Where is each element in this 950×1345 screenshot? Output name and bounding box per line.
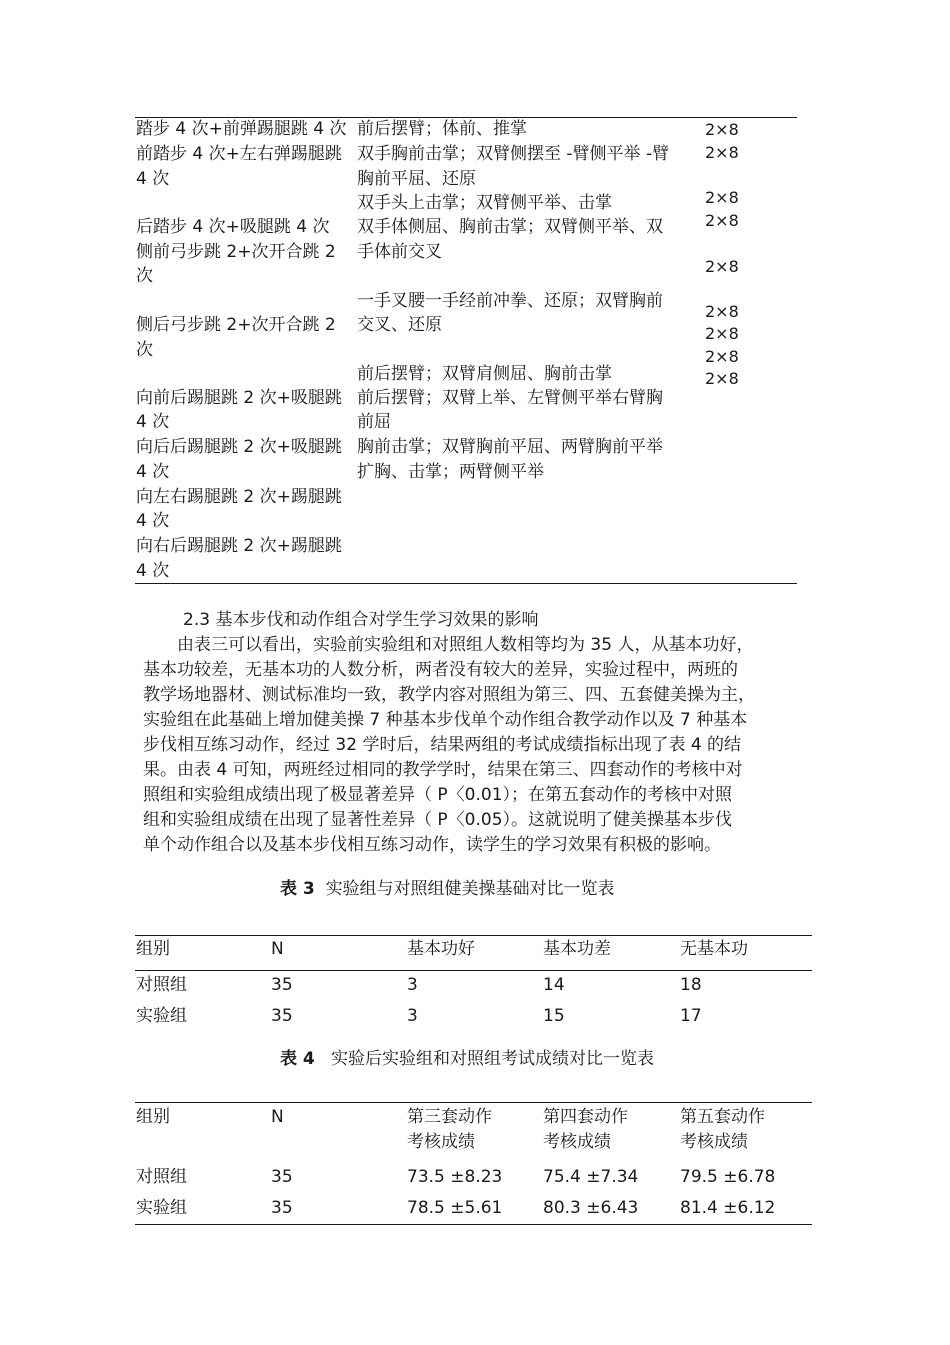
arm-cell: 前屈 — [357, 412, 391, 432]
beats-cell: 2×8 — [705, 302, 739, 321]
arm-cell: 胸前击掌；双臂胸前平屈、两臂胸前平举 — [357, 437, 663, 457]
action-cell: 踏步 4 次+前弹踢腿跳 4 次 — [136, 119, 347, 139]
action-cell: 4 次 — [136, 169, 170, 189]
paragraph-line: 组和实验组成绩在出现了显著性差异（ P〈0.05）。这就说明了健美操基本步伐 — [143, 810, 733, 830]
table4-caption — [280, 1047, 654, 1071]
arm-cell: 前后摆臂；双臂肩侧屈、胸前击掌 — [357, 364, 612, 384]
section-heading: 2.3 基本步伐和动作组合对学生学习效果的影响 — [183, 610, 539, 630]
arm-cell: 手体前交叉 — [357, 242, 442, 262]
table4-header-line2: 考核成绩 — [407, 1132, 475, 1152]
table3-header-rule — [135, 970, 812, 971]
table4-header: 第三套动作 — [407, 1107, 492, 1127]
table4-header: 第四套动作 — [543, 1107, 628, 1127]
action-cell: 侧前弓步跳 2+次开合跳 2 — [136, 242, 336, 262]
top-table-bottom-rule — [135, 583, 797, 584]
action-cell: 4 次 — [136, 561, 170, 581]
table4-cell: 35 — [271, 1198, 293, 1218]
table3-header: 无基本功 — [680, 939, 748, 959]
paragraph-line: 果。由表 4 可知，两班经过相同的教学学时，结果在第三、四套动作的考核中对 — [143, 760, 743, 780]
beats-cell: 2×8 — [705, 188, 739, 207]
arm-cell: 扩胸、击掌；两臂侧平举 — [357, 462, 544, 482]
table4-caption-text: 实验后实验组和对照组考试成绩对比一览表 — [330, 1049, 654, 1069]
section-paragraph — [143, 633, 808, 858]
table3-cell: 14 — [543, 975, 565, 995]
table4-header: N — [271, 1107, 284, 1127]
beats-cell: 2×8 — [705, 257, 739, 276]
table3-top-rule — [135, 935, 812, 936]
arm-cell: 双手胸前击掌；双臂侧摆至 -臂侧平举 -臂 — [357, 144, 670, 164]
table3-cell: 15 — [543, 1006, 565, 1026]
table4-cell: 73.5 ±8.23 — [407, 1167, 503, 1187]
table4-cell: 79.5 ±6.78 — [680, 1167, 776, 1187]
beats-cell: 2×8 — [705, 211, 739, 230]
table4-cell: 35 — [271, 1167, 293, 1187]
table4-bottom-rule — [135, 1224, 812, 1225]
arm-cell: 前后摆臂；体前、推掌 — [357, 119, 527, 139]
table3-cell: 3 — [407, 975, 418, 995]
table4-caption-number: 表 4 — [280, 1049, 315, 1069]
table4-top-rule — [135, 1102, 812, 1103]
table3-header: N — [271, 939, 284, 959]
paragraph-line: 由表三可以看出，实验前实验组和对照组人数相等均为 35 人，从基本功好， — [177, 635, 754, 655]
table4-cell: 80.3 ±6.43 — [543, 1198, 639, 1218]
action-cell: 向左右踢腿跳 2 次+踢腿跳 — [136, 487, 342, 507]
beats-cell: 2×8 — [705, 369, 739, 388]
arm-cell: 双手体侧屈、胸前击掌；双臂侧平举、双 — [357, 217, 663, 237]
table3-cell: 35 — [271, 975, 293, 995]
action-cell: 向后后踢腿跳 2 次+吸腿跳 — [136, 437, 342, 457]
table3-header: 基本功差 — [543, 939, 611, 959]
table3-header: 组别 — [136, 939, 170, 959]
paragraph-line: 实验组在此基础上增加健美操 7 种基本步伐单个动作组合教学动作以及 7 种基本 — [143, 710, 748, 730]
action-cell: 次 — [136, 266, 153, 286]
table3-caption — [280, 877, 615, 901]
table3-caption-text: 实验组与对照组健美操基础对比一览表 — [325, 879, 615, 899]
beats-cell: 2×8 — [705, 143, 739, 162]
table4-cell: 78.5 ±5.61 — [407, 1198, 503, 1218]
arm-cell: 前后摆臂；双臂上举、左臂侧平举右臂胸 — [357, 388, 663, 408]
action-cell: 4 次 — [136, 462, 170, 482]
table4-header: 组别 — [136, 1107, 170, 1127]
table3-cell: 对照组 — [136, 975, 187, 995]
arm-cell: 一手叉腰一手经前冲拳、还原；双臂胸前 — [357, 291, 663, 311]
table3-cell: 35 — [271, 1006, 293, 1026]
action-cell: 后踏步 4 次+吸腿跳 4 次 — [136, 217, 330, 237]
action-cell: 向前后踢腿跳 2 次+吸腿跳 — [136, 388, 342, 408]
table3-caption-number: 表 3 — [280, 879, 315, 899]
arm-cell: 双手头上击掌；双臂侧平举、击掌 — [357, 193, 612, 213]
beats-cell: 2×8 — [705, 347, 739, 366]
action-cell: 4 次 — [136, 511, 170, 531]
paragraph-line: 步伐相互练习动作，经过 32 学时后，结果两组的考试成绩指标出现了表 4 的结 — [143, 735, 742, 755]
table3-cell: 3 — [407, 1006, 418, 1026]
action-cell: 向右后踢腿跳 2 次+踢腿跳 — [136, 536, 342, 556]
beats-cell: 2×8 — [705, 324, 739, 343]
paragraph-line: 照组和实验组成绩出现了极显著差异（ P〈0.01）；在第五套动作的考核中对照 — [143, 785, 733, 805]
table4-cell: 实验组 — [136, 1198, 187, 1218]
table4-cell: 81.4 ±6.12 — [680, 1198, 776, 1218]
table3-cell: 实验组 — [136, 1006, 187, 1026]
beats-cell: 2×8 — [705, 120, 739, 139]
arm-cell: 交叉、还原 — [357, 315, 442, 335]
action-cell: 侧后弓步跳 2+次开合跳 2 — [136, 315, 336, 335]
table4-header-line2: 考核成绩 — [680, 1132, 748, 1152]
arm-cell: 胸前平屈、还原 — [357, 169, 476, 189]
table3-header: 基本功好 — [407, 939, 475, 959]
paragraph-line: 基本功较差，无基本功的人数分析，两者没有较大的差异，实验过程中，两班的 — [143, 660, 738, 680]
table4-cell: 对照组 — [136, 1167, 187, 1187]
action-cell: 前踏步 4 次+左右弹踢腿跳 — [136, 144, 342, 164]
table4-cell: 75.4 ±7.34 — [543, 1167, 639, 1187]
table4-header-line2: 考核成绩 — [543, 1132, 611, 1152]
table3-cell: 17 — [680, 1006, 702, 1026]
table4-header: 第五套动作 — [680, 1107, 765, 1127]
action-cell: 次 — [136, 340, 153, 360]
paragraph-line: 教学场地器材、测试标准均一致，教学内容对照组为第三、四、五套健美操为主， — [143, 685, 755, 705]
paragraph-line: 单个动作组合以及基本步伐相互练习动作，读学生的学习效果有积极的影响。 — [143, 835, 721, 855]
action-cell: 4 次 — [136, 412, 170, 432]
table3-cell: 18 — [680, 975, 702, 995]
